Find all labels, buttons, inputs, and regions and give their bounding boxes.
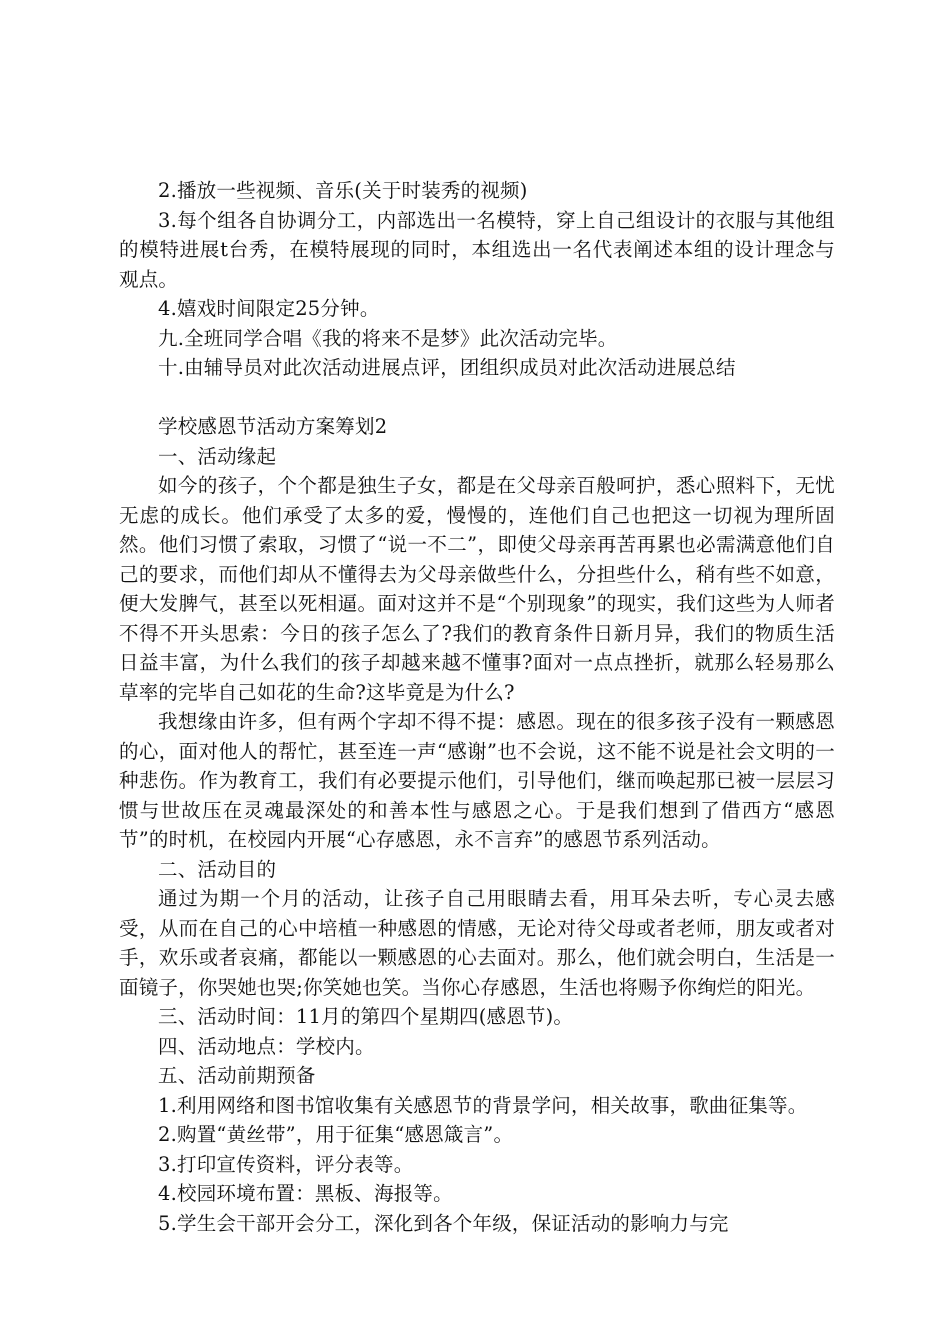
prep-item-2: 2.购置“黄丝带”，用于征集“感恩箴言”。: [158, 1123, 514, 1146]
prep-item-5: 5.学生会干部开会分工，深化到各个年级，保证活动的影响力与完: [158, 1211, 729, 1235]
step-2-text: 2.播放一些视频、音乐(关于时装秀的视频): [158, 179, 528, 202]
step-3-text: 3.每个组各自协调分工，内部选出一名模特，穿上自己组设计的衣服与其他组的模特进展t台秀，在模特展现的同时，本组选出一名代表阐述本组的设计理念与观点。: [119, 208, 835, 291]
section-spacer: [119, 383, 835, 413]
heading-location: 四、活动地点：学校内。: [158, 1034, 375, 1058]
heading-time: 三、活动时间：11月的第四个星期四(感恩节)。: [158, 1005, 574, 1028]
section-title: 学校感恩节活动方案筹划2: [158, 415, 388, 438]
prep-item-4: 4.校园环境布置：黑板、海报等。: [158, 1182, 453, 1205]
step-9-text: 九.全班同学合唱《我的将来不是梦》此次活动完毕。: [158, 326, 618, 350]
step-4-text: 4.嬉戏时间限定25分钟。: [158, 297, 380, 320]
heading-preparation: 五、活动前期预备: [158, 1064, 316, 1087]
heading-purpose: 二、活动目的: [158, 857, 277, 881]
document-body: [119, 176, 835, 1238]
step-10-text: 十.由辅导员对此次活动进展点评，团组织成员对此次活动进展总结: [158, 356, 736, 379]
heading-origin: 一、活动缘起: [158, 444, 277, 468]
paragraph-origin-1: 如今的孩子，个个都是独生子女，都是在父母亲百般呵护，悉心照料下，无忧无虑的成长。他们承受了太多的爱，慢慢的，连他们自己也把这一切视为理所固然。他们习惯了索取，习惯了“说一不二”，即使父母亲再苦再累也必需满意他们自己的要求，而他们却从不懂得去为父母亲做些什么，分担些什么，稍有些不如意，便大发脾气，甚至以死相逼。面对这并不是“个别现象”的现实，我们这些为人师者不得不开头思索：今日的孩子怎么了?我们的教育条件日新月异，我们的物质生活日益丰富，为什么我们的孩子却越来越不懂事?面对一点点挫折，就那么轻易那么草率的完毕自己如花的生命?这毕竟是为什么?: [119, 474, 835, 704]
paragraph-origin-2: 我想缘由许多，但有两个字却不得不提：感恩。现在的很多孩子没有一颗感恩的心，面对他人的帮忙，甚至连一声“感谢”也不会说，这不能不说是社会文明的一种悲伤。作为教育工，我们有必要提示他们，引导他们，继而唤起那已被一层层习惯与世故压在灵魂最深处的和善本性与感恩之心。于是我们想到了借西方“感恩节”的时机，在校园内开展“心存感恩，永不言弃”的感恩节系列活动。: [119, 710, 835, 851]
prep-item-1: 1.利用网络和图书馆收集有关感恩节的背景学问，相关故事，歌曲征集等。: [158, 1093, 808, 1117]
paragraph-purpose: 通过为期一个月的活动，让孩子自己用眼睛去看，用耳朵去听，专心灵去感受，从而在自己的心中培植一种感恩的情感，无论对待父母或者老师，朋友或者对手，欢乐或者哀痛，都能以一颗感恩的心去面对。那么，他们就会明白，生活是一面镜子，你哭她也哭;你笑她也笑。当你心存感恩，生活也将赐予你绚烂的阳光。: [119, 887, 835, 999]
prep-item-3: 3.打印宣传资料，评分表等。: [158, 1152, 414, 1176]
